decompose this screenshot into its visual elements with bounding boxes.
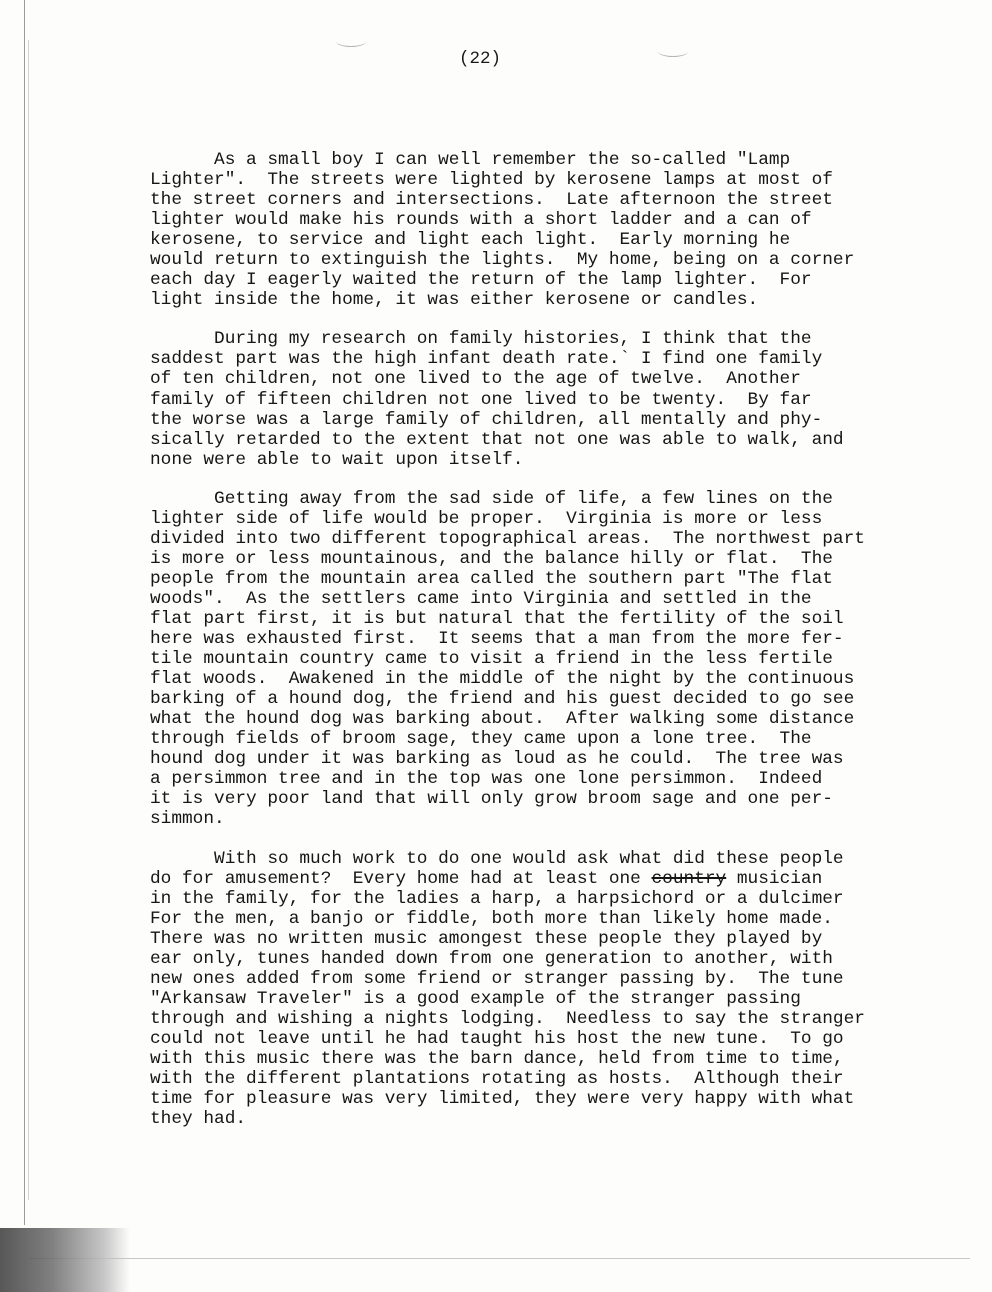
text-line: tile mountain country came to visit a friend in the less fertile [150,649,833,670]
text-line: woods". As the settlers came into Virginia and settled in the [150,588,812,609]
text-line: with the different plantations rotating as hosts. Although their [150,1069,844,1090]
text-line: "Arkansaw Traveler" is a good example of the stranger passing [150,988,801,1009]
text-line: hound dog under it was barking as loud as he could. The tree was [150,749,844,770]
text-line: the street corners and intersections. Late afternoon the street [150,190,833,211]
text-segment: do for amusement? Every home had at least one [150,868,652,889]
text-line: new ones added from some friend or stranger passing by. The tune [150,968,844,989]
text-line: divided into two different topographical areas. The northwest part [150,528,865,549]
text-line: barking of a hound dog, the friend and his guest decided to go see [150,689,855,710]
text-line: Getting away from the sad side of life, a few lines on the [150,488,833,509]
text-line: With so much work to do one would ask what did these people [150,848,844,869]
struck-out-word: country [651,868,727,889]
text-line: For the men, a banjo or fiddle, both more than likely home made. [150,908,833,929]
text-line: through fields of broom sage, they came upon a lone tree. The [150,729,812,750]
text-line: There was no written music amongest these people they played by [150,928,823,949]
text-line: flat woods. Awakened in the middle of the night by the continuous [150,669,855,690]
text-line: family of fifteen children not one lived to be twenty. By far [150,389,812,410]
text-line: with this music there was the barn dance, held from time to time, [150,1048,844,1069]
text-line: what the hound dog was barking about. After walking some distance [150,709,855,730]
text-line: flat part first, it is but natural that the fertility of the soil [150,608,844,629]
text-line-with-strikeout [150,869,950,889]
text-line: lighter would make his rounds with a short ladder and a can of [150,210,812,231]
text-segment: musician [726,868,823,889]
text-line: Lighter". The streets were lighted by kerosene lamps at most of [150,170,833,191]
text-line: they had. [150,1109,247,1130]
text-line: of ten children, not one lived to the age of twelve. Another [150,369,801,390]
punch-mark-left [336,36,366,47]
text-line: here was exhausted first. It seems that a man from the more fer- [150,629,844,650]
text-line: the worse was a large family of children, all mentally and phy- [150,409,823,430]
page-left-edge-faint [28,40,29,1200]
text-line: people from the mountain area called the southern part "The flat [150,568,833,589]
text-line: is more or less mountainous, and the balance hilly or flat. The [150,548,833,569]
text-line: a persimmon tree and in the top was one lone persimmon. Indeed [150,769,823,790]
bottom-edge-line [30,1258,970,1259]
text-line: would return to extinguish the lights. My home, being on a corner [150,250,855,271]
text-line: could not leave until he had taught his host the new tune. To go [150,1028,844,1049]
text-line: light inside the home, it was either kerosene or candles. [150,290,759,311]
text-line: through and wishing a nights lodging. Needless to say the stranger [150,1008,865,1029]
text-line: none were able to wait upon itself. [150,449,524,470]
paragraph-family-histories [150,329,950,469]
text-line: As a small boy I can well remember the so-called "Lamp [150,150,791,170]
text-line: time for pleasure was very limited, they were very happy with what [150,1089,855,1110]
text-line: in the family, for the ladies a harp, a harpsichord or a dulcimer [150,888,844,909]
text-line: sically retarded to the extent that not one was able to walk, and [150,429,844,450]
text-line: ear only, tunes handed down from one generation to another, with [150,948,833,969]
text-line: kerosene, to service and light each light. Early morning he [150,230,791,251]
text-line: During my research on family histories, I think that the [150,329,812,350]
text-line: it is very poor land that will only grow broom sage and one per- [150,789,833,810]
text-line: lighter side of life would be proper. Virginia is more or less [150,508,823,529]
text-line: saddest part was the high infant death rate.` I find one family [150,349,823,370]
text-line: simmon. [150,809,225,830]
text-line: each day I eagerly waited the return of the lamp lighter. For [150,270,812,291]
paragraph-amusement [150,849,950,1130]
page-left-edge [24,0,25,1225]
binding-shadow [0,1228,130,1292]
typed-body-text [150,150,950,1148]
page-number: (22) [458,49,501,69]
paragraph-lighter-side [150,489,950,830]
paragraph-lamp-lighter [150,150,950,310]
